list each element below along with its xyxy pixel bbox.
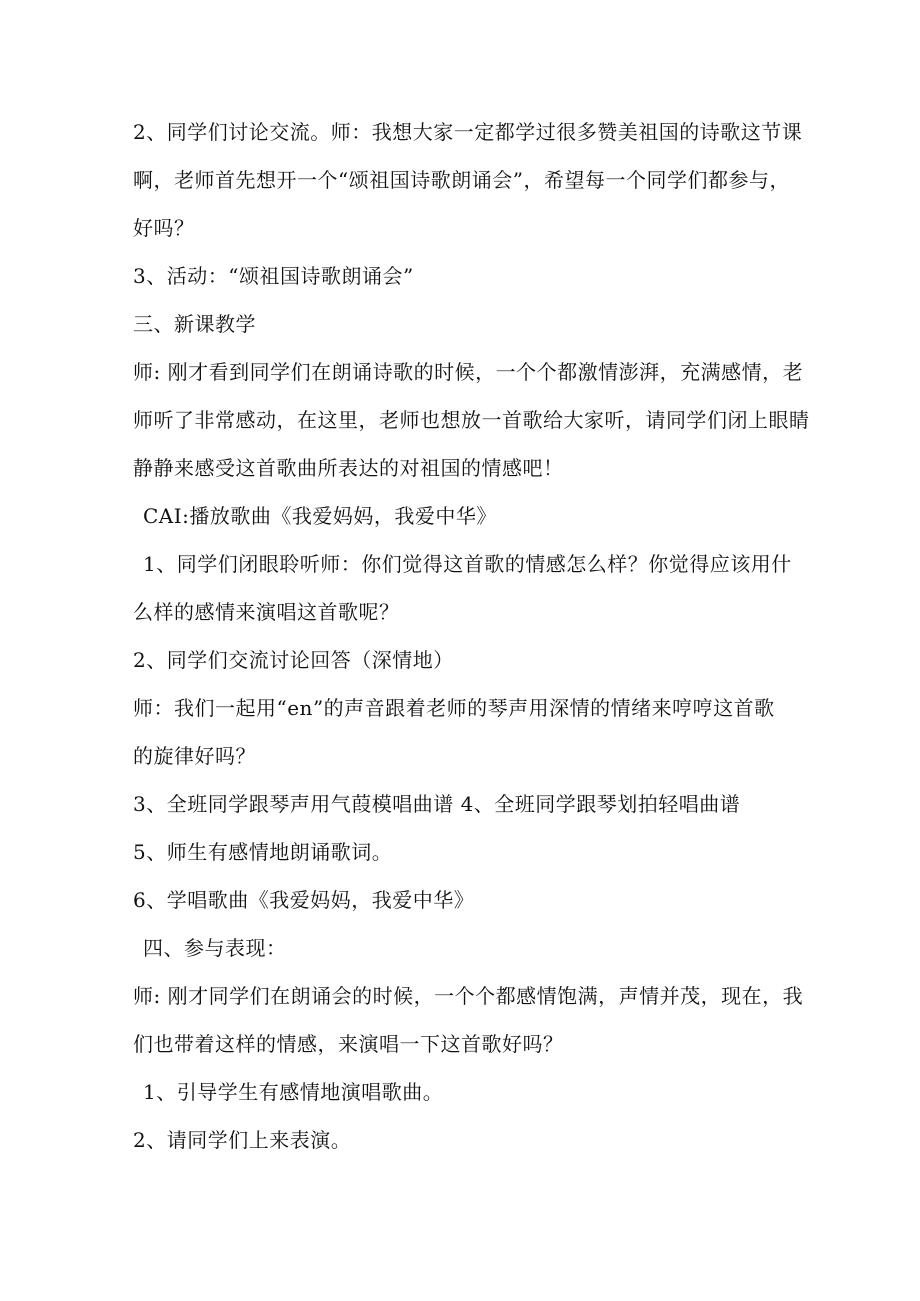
paragraph-line: 1、同学们闭眼聆听师：你们觉得这首歌的情感怎么样？你觉得应该用什 — [143, 552, 792, 576]
paragraph-line: 6、学唱歌曲《我爱妈妈，我爱中华》 — [133, 888, 475, 912]
paragraph-line: 2、请同学们上来表演。 — [133, 1128, 352, 1152]
paragraph-line: 师: 刚才看到同学们在朗诵诗歌的时候，一个个都激情澎湃，充满感情，老 — [133, 360, 804, 384]
paragraph-line: 们也带着这样的情感，来演唱一下这首歌好吗？ — [133, 1032, 564, 1056]
paragraph-line: 3、活动：“颂祖国诗歌朗诵会” — [133, 264, 414, 288]
paragraph-line: 1、引导学生有感情地演唱歌曲。 — [143, 1080, 444, 1104]
paragraph-line: 3、全班同学跟琴声用气葭模唱曲谱 4、全班同学跟琴划拍轻唱曲谱 — [133, 792, 741, 816]
section-heading: 四、参与表现： — [143, 936, 287, 960]
paragraph-line: 2、同学们交流讨论回答（深情地） — [133, 648, 454, 672]
paragraph-line: 么样的感情来演唱这首歌呢？ — [133, 600, 400, 624]
paragraph-line: 的旋律好吗？ — [133, 744, 256, 768]
paragraph-line: 5、师生有感情地朗诵歌词。 — [133, 840, 393, 864]
paragraph-line: 好吗？ — [133, 216, 195, 240]
paragraph-line: 2、同学们讨论交流。师：我想大家一定都学过很多赞美祖国的诗歌这节课 — [133, 120, 803, 144]
paragraph-line: 师: 刚才同学们在朗诵会的时候，一个个都感情饱满，声情并茂，现在，我 — [133, 984, 804, 1008]
paragraph-line: CAI:播放歌曲《我爱妈妈，我爱中华》 — [143, 504, 497, 528]
section-heading: 三、新课教学 — [133, 312, 256, 336]
paragraph-line: 师：我们一起用“en”的声音跟着老师的琴声用深情的情绪来哼哼这首歌 — [133, 696, 775, 720]
paragraph-line: 师听了非常感动，在这里，老师也想放一首歌给大家听，请同学们闭上眼睛 — [133, 408, 810, 432]
paragraph-line: 啊，老师首先想开一个“颂祖国诗歌朗诵会”，希望每一个同学们都参与， — [133, 168, 790, 192]
paragraph-line: 静静来感受这首歌曲所表达的对祖国的情感吧！ — [133, 456, 564, 480]
